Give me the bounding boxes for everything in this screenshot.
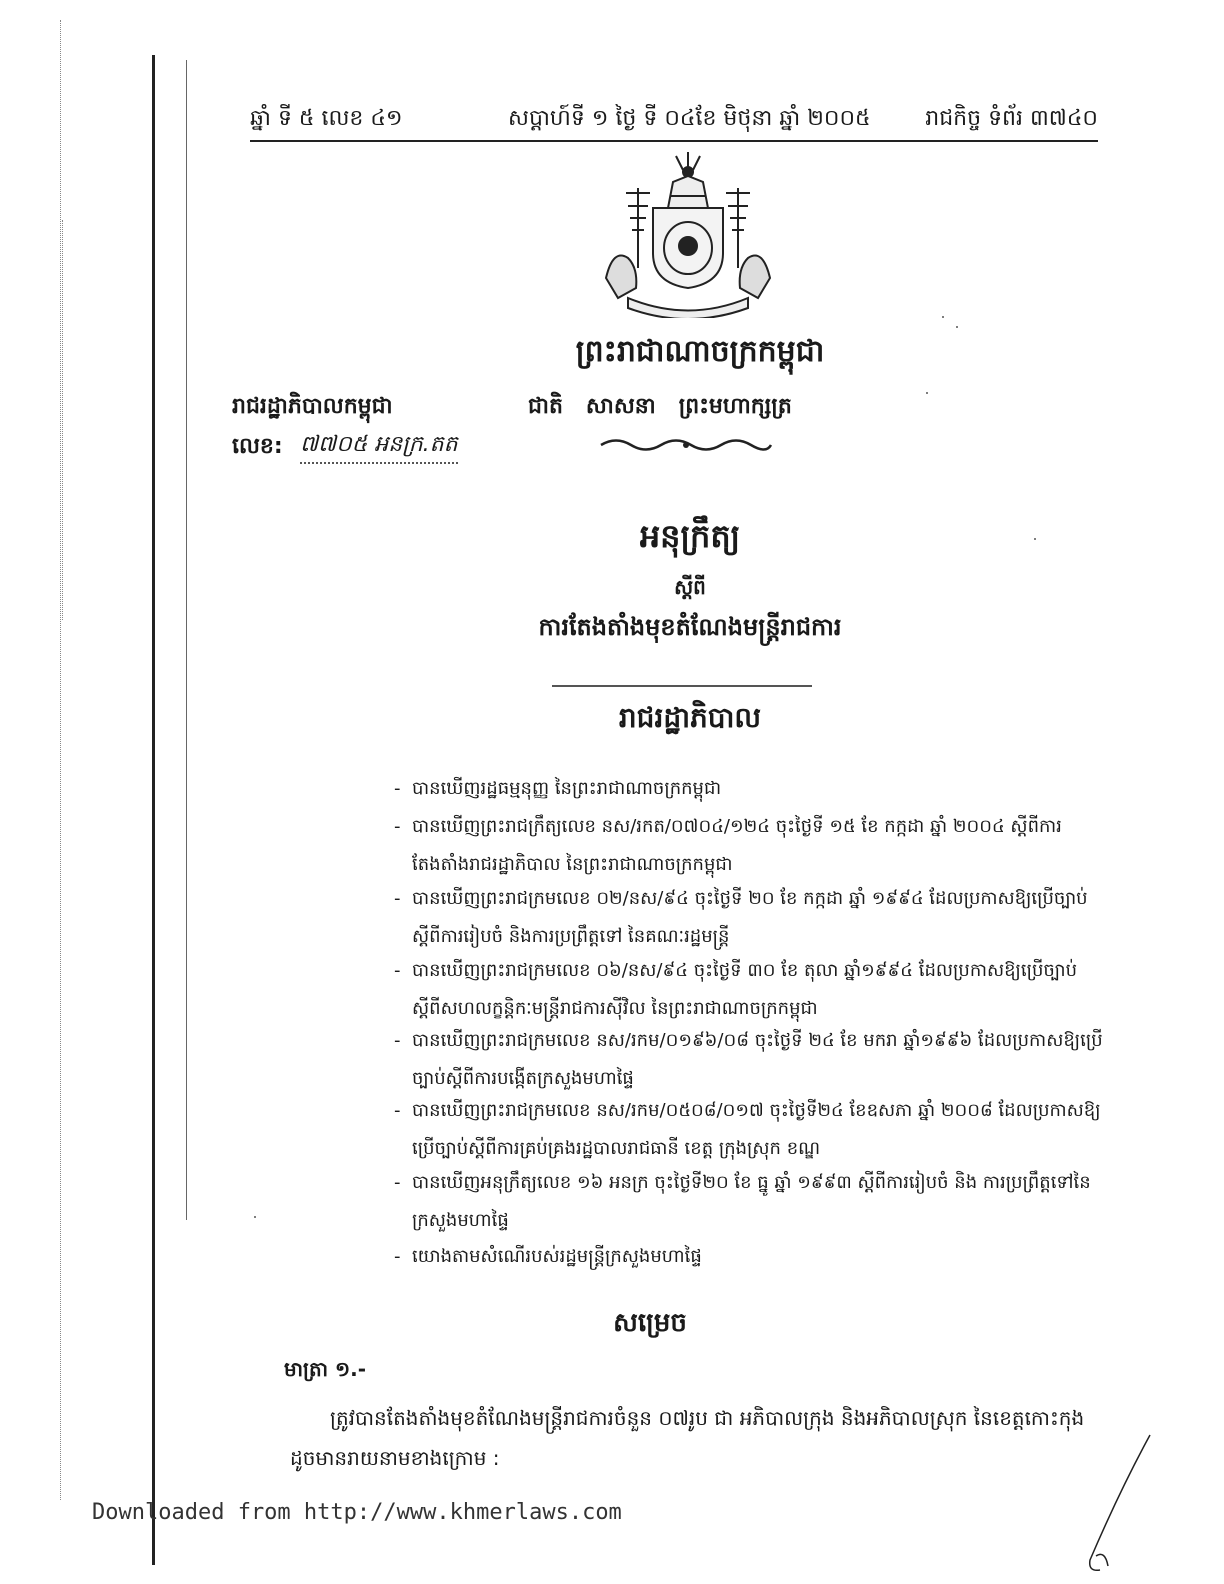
decree-subject: ការតែងតាំងមុខតំណែងមន្ត្រីរាជការ: [538, 613, 842, 641]
scan-dotted-edge: [62, 220, 63, 620]
gazette-header: [250, 104, 1098, 134]
scan-speck: [254, 1216, 256, 1218]
gazette-issue: ឆ្នាំ ទី ៥ លេខ ៤១: [250, 106, 403, 131]
article-label: មាត្រា ១.-: [284, 1357, 367, 1381]
document-type: អនុក្រឹត្យ: [639, 517, 741, 555]
article-text: ត្រូវបានតែងតាំងមុខតំណែងមន្ត្រីរាជការចំនួន ០៧រូប ជា អភិបាលក្រុង និងអភិបាលស្រុក នៃខេត្តកោះកុង ដូចមានរាយនាមខាងក្រោម :: [290, 1406, 1085, 1470]
scan-speck: [926, 392, 928, 394]
decides-heading: សម្រេច: [613, 1308, 687, 1338]
recital-text: បានឃើញរដ្ឋធម្មនុញ្ញ នៃព្រះរាជាណាចក្រកម្ពុជា: [412, 778, 722, 799]
scan-edge-line: [152, 55, 155, 1565]
scan-speck: [1034, 538, 1036, 540]
recital-text: បានឃើញព្រះរាជក្រមលេខ ០៦/នស/៩៤ ចុះថ្ងៃទី ៣០ ខែ តុលា ឆ្នាំ១៩៩៤ ដែលប្រកាសឱ្យប្រើច្បាប់ស្តីពីសហលក្ខន្តិកៈមន្ត្រីរាជការស៊ីវិល នៃព្រះរាជាណាចក្រកម្ពុជា: [412, 960, 1078, 1019]
about-label: ស្តីពី: [674, 575, 706, 599]
recital-item: - យោងតាមសំណើរបស់រដ្ឋមន្ត្រីក្រសួងមហាផ្ទៃ: [394, 1238, 1104, 1276]
issuer: រាជរដ្ឋាភិបាលកម្ពុជា: [232, 394, 393, 419]
scan-speck: [956, 326, 958, 328]
header-rule: [250, 140, 1098, 142]
scan-speck: [942, 316, 944, 318]
scan-dotted-edge: [60, 20, 61, 1500]
recital-text: បានឃើញព្រះរាជក្រមលេខ នស/រកម/០១៩៦/០៨ ចុះថ្ងៃទី ២៤ ខែ មករា ឆ្នាំ១៩៩៦ ដែលប្រកាសឱ្យប្រើច្បាប់ស្តីពីការបង្កើតក្រសួងមហាផ្ទៃ: [412, 1030, 1103, 1089]
recital-item: - បានឃើញព្រះរាជក្រឹត្យលេខ នស/រកត/០៧០៤/១២៤ ចុះថ្ងៃទី ១៥ ខែ កក្កដា ឆ្នាំ ២០០៤ ស្តីពីការតែងតាំងរាជរដ្ឋាភិបាល នៃព្រះរាជាណាចក្រកម្ពុជា: [394, 808, 1104, 884]
recital-text: បានឃើញអនុក្រឹត្យលេខ ១៦ អនក្រ ចុះថ្ងៃទី២០ ខែ ធ្នូ ឆ្នាំ ១៩៩៣ ស្តីពីការរៀបចំ និង ការប្រព្រឹត្តទៅនៃក្រសួងមហាផ្ទៃ: [412, 1172, 1091, 1231]
recital-item: - បានឃើញព្រះរាជក្រមលេខ ០២/នស/៩៤ ចុះថ្ងៃទី ២០ ខែ កក្កដា ឆ្នាំ ១៩៩៤ ដែលប្រកាសឱ្យប្រើច្បាប់ស្តីពីការរៀបចំ និងការប្រព្រឹត្តទៅ នៃគណៈរដ្ឋមន្ត្រី: [394, 880, 1104, 956]
gazette-page: រាជកិច្ច ទំព័រ ៣៧៤០: [925, 106, 1098, 131]
recital-text: បានឃើញព្រះរាជក្រឹត្យលេខ នស/រកត/០៧០៤/១២៤ ចុះថ្ងៃទី ១៥ ខែ កក្កដា ឆ្នាំ ២០០៤ ស្តីពីការតែងតាំងរាជរដ្ឋាភិបាល នៃព្រះរាជាណាចក្រកម្ពុជា: [412, 816, 1062, 875]
royal-emblem-icon: [598, 148, 778, 318]
scan-edge-line-inner: [186, 60, 187, 1220]
reference-number: ៧៧០៥ អនក្រ.តត: [300, 430, 458, 464]
recital-text: បានឃើញព្រះរាជក្រមលេខ ០២/នស/៩៤ ចុះថ្ងៃទី ២០ ខែ កក្កដា ឆ្នាំ ១៩៩៤ ដែលប្រកាសឱ្យប្រើច្បាប់ស្តីពីការរៀបចំ និងការប្រព្រឹត្តទៅ នៃគណៈរដ្ឋមន្ត្រី: [412, 888, 1088, 947]
gazette-date: សប្តាហ៍ទី ១ ថ្ងៃ ទី ០៤ខែ មិថុនា ឆ្នាំ ២០០៥: [508, 106, 871, 131]
signature-mark: [1060, 1430, 1160, 1580]
recital-item: - បានឃើញព្រះរាជក្រមលេខ នស/រកម/០១៩៦/០៨ ចុះថ្ងៃទី ២៤ ខែ មករា ឆ្នាំ១៩៩៦ ដែលប្រកាសឱ្យប្រើច្បាប់ស្តីពីការបង្កើតក្រសួងមហាផ្ទៃ: [394, 1022, 1104, 1098]
recital-item: - បានឃើញរដ្ឋធម្មនុញ្ញ នៃព្រះរាជាណាចក្រកម្ពុជា: [394, 770, 1104, 808]
kingdom-title: ព្រះរាជាណាចក្រកម្ពុជា: [575, 334, 825, 369]
recital-item: - បានឃើញអនុក្រឹត្យលេខ ១៦ អនក្រ ចុះថ្ងៃទី២០ ខែ ធ្នូ ឆ្នាំ ១៩៩៣ ស្តីពីការរៀបចំ និង ការប្រព្រឹត្តទៅនៃក្រសួងមហាផ្ទៃ: [394, 1164, 1104, 1240]
recital-item: - បានឃើញព្រះរាជក្រមលេខ នស/រកម/០៥០៨/០១៧ ចុះថ្ងៃទី២៤ ខែឧសភា ឆ្នាំ ២០០៨ ដែលប្រកាសឱ្យប្រើច្បាប់ស្តីពីការគ្រប់គ្រងរដ្ឋបាលរាជធានី ខេត្ត ក្រុងស្រុក ខណ្ឌ: [394, 1092, 1104, 1168]
recital-text: យោងតាមសំណើរបស់រដ្ឋមន្ត្រីក្រសួងមហាផ្ទៃ: [412, 1246, 702, 1267]
subject-divider: [552, 685, 812, 687]
recital-item: - បានឃើញព្រះរាជក្រមលេខ ០៦/នស/៩៤ ចុះថ្ងៃទី ៣០ ខែ តុលា ឆ្នាំ១៩៩៤ ដែលប្រកាសឱ្យប្រើច្បាប់ស្តីពីសហលក្ខន្តិកៈមន្ត្រីរាជការស៊ីវិល នៃព្រះរាជាណាចក្រកម្ពុជា: [394, 952, 1104, 1028]
national-motto: ជាតិ សាសនា ព្រះមហាក្សត្រ: [528, 394, 792, 419]
recital-text: បានឃើញព្រះរាជក្រមលេខ នស/រកម/០៥០៨/០១៧ ចុះថ្ងៃទី២៤ ខែឧសភា ឆ្នាំ ២០០៨ ដែលប្រកាសឱ្យប្រើច្បាប់ស្តីពីការគ្រប់គ្រងរដ្ឋបាលរាជធានី ខេត្ត ក្រុងស្រុក ខណ្ឌ: [412, 1100, 1101, 1159]
ornament-divider-icon: [596, 436, 776, 454]
authority: រាជរដ្ឋាភិបាល: [618, 701, 762, 734]
reference-label: លេខ:: [232, 434, 283, 459]
source-footer: Downloaded from http://www.khmerlaws.com: [92, 1500, 622, 1525]
